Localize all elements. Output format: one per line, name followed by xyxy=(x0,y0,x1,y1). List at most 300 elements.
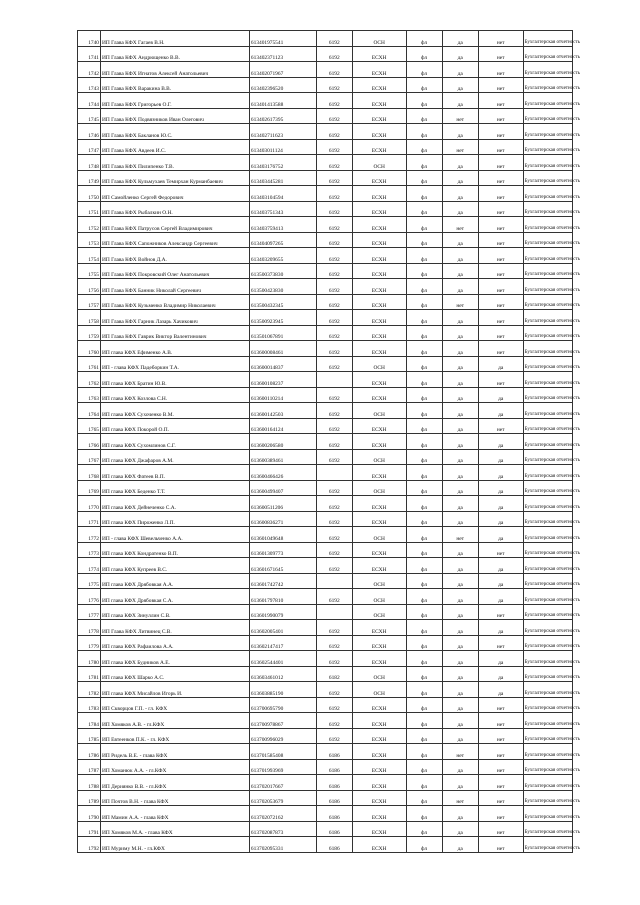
row-number-cell: 1740 xyxy=(78,31,101,47)
table-row xyxy=(78,155,573,171)
code-value-cell: 6192 xyxy=(316,170,352,186)
holder-name-cell: ИП Почтов В.Н. - глава КФХ xyxy=(100,790,249,806)
tax-regime-cell: ЕСХН xyxy=(352,124,406,140)
tax-regime-cell: ЕСХН xyxy=(352,279,406,295)
mark-value-cell: да xyxy=(442,480,478,496)
holder-name-cell: ИП глава КФХ Дрябовкая А.А. xyxy=(100,573,249,589)
holder-name-cell: ИП Глава КФХ Кузьменко Владимир Николаевич xyxy=(100,294,249,310)
table-row xyxy=(78,93,573,109)
flag-value-cell: нет xyxy=(478,790,523,806)
table-row xyxy=(78,589,573,605)
row-number-cell: 1790 xyxy=(78,806,101,822)
person-type-cell: фл xyxy=(406,821,442,837)
report-type-cell: Бухгалтерская отчетность xyxy=(523,682,572,698)
code-value-cell: 6192 xyxy=(316,511,352,527)
inn-value-cell: 613403104594 xyxy=(249,186,316,202)
person-type-cell: фл xyxy=(406,294,442,310)
holder-name-cell: ИП глава КФХ Шарко А.С. xyxy=(100,666,249,682)
code-value-cell: 6186 xyxy=(316,790,352,806)
row-number-cell: 1769 xyxy=(78,480,101,496)
code-value-cell: 6192 xyxy=(316,263,352,279)
flag-value-cell: нет xyxy=(478,635,523,651)
holder-name-cell: ИП - глава КФХ Шевельченко А.А. xyxy=(100,527,249,543)
inn-value-cell: 613601990079 xyxy=(249,604,316,620)
row-number-cell: 1785 xyxy=(78,728,101,744)
table-row xyxy=(78,434,573,450)
flag-value-cell: нет xyxy=(478,775,523,791)
row-number-cell: 1743 xyxy=(78,77,101,93)
inn-value-cell: 613603885190 xyxy=(249,682,316,698)
holder-name-cell: ИП Глава КФХ Игнатов Алексей Анатольевич xyxy=(100,62,249,78)
row-number-cell: 1758 xyxy=(78,310,101,326)
tax-regime-cell: ЕСХН xyxy=(352,728,406,744)
code-value-cell: 6192 xyxy=(316,480,352,496)
person-type-cell: фл xyxy=(406,728,442,744)
tax-regime-cell: ЕСХН xyxy=(352,759,406,775)
flag-value-cell: нет xyxy=(478,62,523,78)
flag-value-cell: нет xyxy=(478,31,523,47)
mark-value-cell: да xyxy=(442,775,478,791)
holder-name-cell: ИП глава КФХ Рафаилова А.А. xyxy=(100,635,249,651)
code-value-cell: 6192 xyxy=(316,697,352,713)
code-value-cell: 6192 xyxy=(316,46,352,62)
holder-name-cell: ИП глава КФХ Мисайлов Игорь И. xyxy=(100,682,249,698)
tax-regime-cell: ЕСХН xyxy=(352,620,406,636)
report-type-cell: Бухгалтерская отчетность xyxy=(523,372,572,388)
code-value-cell: 6192 xyxy=(316,620,352,636)
person-type-cell: фл xyxy=(406,155,442,171)
row-number-cell: 1756 xyxy=(78,279,101,295)
table-row xyxy=(78,651,573,667)
code-value-cell: 6192 xyxy=(316,356,352,372)
row-number-cell: 1770 xyxy=(78,496,101,512)
tax-regime-cell: ЕСХН xyxy=(352,744,406,760)
person-type-cell: фл xyxy=(406,46,442,62)
person-type-cell: фл xyxy=(406,418,442,434)
row-number-cell: 1789 xyxy=(78,790,101,806)
row-number-cell: 1782 xyxy=(78,682,101,698)
table-row xyxy=(78,697,573,713)
table-row xyxy=(78,635,573,651)
inn-value-cell: 613602005401 xyxy=(249,620,316,636)
table-row xyxy=(78,604,573,620)
row-number-cell: 1773 xyxy=(78,542,101,558)
table-row xyxy=(78,480,573,496)
row-number-cell: 1741 xyxy=(78,46,101,62)
tax-regime-cell: ЕСХН xyxy=(352,418,406,434)
report-type-cell: Бухгалтерская отчетность xyxy=(523,139,572,155)
flag-value-cell: да xyxy=(478,465,523,481)
holder-name-cell: ИП глава КФХ Дейнеченко С.А. xyxy=(100,496,249,512)
mark-value-cell: да xyxy=(442,434,478,450)
report-type-cell: Бухгалтерская отчетность xyxy=(523,418,572,434)
report-type-cell: Бухгалтерская отчетность xyxy=(523,573,572,589)
mark-value-cell: да xyxy=(442,713,478,729)
tax-regime-cell: ОСН xyxy=(352,356,406,372)
table-row xyxy=(78,124,573,140)
mark-value-cell: да xyxy=(442,341,478,357)
row-number-cell: 1761 xyxy=(78,356,101,372)
flag-value-cell: нет xyxy=(478,263,523,279)
code-value-cell: 6186 xyxy=(316,744,352,760)
report-type-cell: Бухгалтерская отчетность xyxy=(523,620,572,636)
table-row xyxy=(78,449,573,465)
report-type-cell: Бухгалтерская отчетность xyxy=(523,651,572,667)
mark-value-cell: да xyxy=(442,821,478,837)
holder-name-cell: ИП Глава КФХ Патрусов Сергей Владимирович xyxy=(100,217,249,233)
code-value-cell: 6192 xyxy=(316,139,352,155)
tax-regime-cell: ЕСХН xyxy=(352,263,406,279)
code-value-cell: 6192 xyxy=(316,387,352,403)
report-type-cell: Бухгалтерская отчетность xyxy=(523,434,572,450)
flag-value-cell: нет xyxy=(478,418,523,434)
row-number-cell: 1762 xyxy=(78,372,101,388)
flag-value-cell: да xyxy=(478,620,523,636)
report-type-cell: Бухгалтерская отчетность xyxy=(523,480,572,496)
inn-value-cell: 613402071967 xyxy=(249,62,316,78)
tax-regime-cell: ЕСХН xyxy=(352,775,406,791)
code-value-cell: 6186 xyxy=(316,775,352,791)
tax-regime-cell: ЕСХН xyxy=(352,325,406,341)
code-value-cell: 6192 xyxy=(316,403,352,419)
holder-name-cell: ИП Глава КФХ Авдеев И.С. xyxy=(100,139,249,155)
mark-value-cell: нет xyxy=(442,744,478,760)
table-row xyxy=(78,232,573,248)
holder-name-cell: ИП Самойленко Сергей Федорович xyxy=(100,186,249,202)
row-number-cell: 1792 xyxy=(78,837,101,853)
person-type-cell: фл xyxy=(406,589,442,605)
mark-value-cell: да xyxy=(442,418,478,434)
tax-regime-cell: ЕСХН xyxy=(352,170,406,186)
code-value-cell: 6192 xyxy=(316,651,352,667)
mark-value-cell: да xyxy=(442,558,478,574)
tax-regime-cell: ОСН xyxy=(352,480,406,496)
code-value-cell: 6192 xyxy=(316,434,352,450)
table-row xyxy=(78,790,573,806)
holder-name-cell: ИП Ридель В.Е. - глава КФХ xyxy=(100,744,249,760)
code-value-cell xyxy=(316,465,352,481)
mark-value-cell: да xyxy=(442,62,478,78)
row-number-cell: 1776 xyxy=(78,589,101,605)
report-type-cell: Бухгалтерская отчетность xyxy=(523,31,572,47)
holder-name-cell: ИП Хомяков М.А. - глава КФХ xyxy=(100,821,249,837)
person-type-cell: фл xyxy=(406,511,442,527)
inn-value-cell: 613600164124 xyxy=(249,418,316,434)
inn-value-cell: 613601671645 xyxy=(249,558,316,574)
row-number-cell: 1764 xyxy=(78,403,101,419)
tax-regime-cell: ЕСХН xyxy=(352,542,406,558)
inn-value-cell: 613500373830 xyxy=(249,263,316,279)
flag-value-cell: да xyxy=(478,356,523,372)
table-row xyxy=(78,496,573,512)
mark-value-cell: нет xyxy=(442,139,478,155)
flag-value-cell: нет xyxy=(478,108,523,124)
report-type-cell: Бухгалтерская отчетность xyxy=(523,697,572,713)
person-type-cell: фл xyxy=(406,759,442,775)
flag-value-cell: нет xyxy=(478,744,523,760)
row-number-cell: 1787 xyxy=(78,759,101,775)
person-type-cell: фл xyxy=(406,217,442,233)
report-type-cell: Бухгалтерская отчетность xyxy=(523,62,572,78)
table-row xyxy=(78,310,573,326)
person-type-cell: фл xyxy=(406,434,442,450)
code-value-cell: 6192 xyxy=(316,496,352,512)
report-type-cell: Бухгалтерская отчетность xyxy=(523,604,572,620)
row-number-cell: 1759 xyxy=(78,325,101,341)
code-value-cell xyxy=(316,372,352,388)
code-value-cell: 6192 xyxy=(316,62,352,78)
tax-regime-cell: ОСН xyxy=(352,527,406,543)
tax-regime-cell: ОСН xyxy=(352,403,406,419)
code-value-cell: 6192 xyxy=(316,201,352,217)
table-row xyxy=(78,620,573,636)
report-type-cell: Бухгалтерская отчетность xyxy=(523,635,572,651)
table-row xyxy=(78,744,573,760)
person-type-cell: фл xyxy=(406,806,442,822)
row-number-cell: 1778 xyxy=(78,620,101,636)
report-type-cell: Бухгалтерская отчетность xyxy=(523,294,572,310)
flag-value-cell: да xyxy=(478,511,523,527)
tax-regime-cell: ЕСХН xyxy=(352,77,406,93)
tax-regime-cell: ЕСХН xyxy=(352,697,406,713)
report-type-cell: Бухгалтерская отчетность xyxy=(523,186,572,202)
person-type-cell: фл xyxy=(406,666,442,682)
flag-value-cell: нет xyxy=(478,139,523,155)
table-row xyxy=(78,775,573,791)
person-type-cell: фл xyxy=(406,790,442,806)
holder-name-cell: ИП Дериянко В.В. - гл.КФХ xyxy=(100,775,249,791)
flag-value-cell: нет xyxy=(478,604,523,620)
flag-value-cell: нет xyxy=(478,77,523,93)
table-row xyxy=(78,356,573,372)
mark-value-cell: да xyxy=(442,77,478,93)
person-type-cell: фл xyxy=(406,186,442,202)
inn-value-cell: 613702072162 xyxy=(249,806,316,822)
flag-value-cell: нет xyxy=(478,186,523,202)
mark-value-cell: да xyxy=(442,666,478,682)
tax-regime-cell: ЕСХН xyxy=(352,139,406,155)
flag-value-cell: нет xyxy=(478,837,523,853)
inn-value-cell: 613700978867 xyxy=(249,713,316,729)
report-type-cell: Бухгалтерская отчетность xyxy=(523,449,572,465)
row-number-cell: 1767 xyxy=(78,449,101,465)
flag-value-cell: да xyxy=(478,387,523,403)
holder-name-cell: ИП глава КФХ Покорой О.П. xyxy=(100,418,249,434)
flag-value-cell: нет xyxy=(478,248,523,264)
row-number-cell: 1777 xyxy=(78,604,101,620)
inn-value-cell: 613702087873 xyxy=(249,821,316,837)
holder-name-cell: ИП Глава КФХ Андрющенко В.В. xyxy=(100,46,249,62)
tax-regime-cell: ОСН xyxy=(352,682,406,698)
report-type-cell: Бухгалтерская отчетность xyxy=(523,170,572,186)
table-row xyxy=(78,170,573,186)
holder-name-cell: ИП Скворцов Г.П. - гл. КФХ xyxy=(100,697,249,713)
code-value-cell: 6192 xyxy=(316,124,352,140)
person-type-cell: фл xyxy=(406,697,442,713)
report-type-cell: Бухгалтерская отчетность xyxy=(523,263,572,279)
row-number-cell: 1774 xyxy=(78,558,101,574)
code-value-cell: 6192 xyxy=(316,682,352,698)
person-type-cell: фл xyxy=(406,527,442,543)
tax-regime-cell: ЕСХН xyxy=(352,651,406,667)
row-number-cell: 1783 xyxy=(78,697,101,713)
mark-value-cell: да xyxy=(442,651,478,667)
tax-regime-cell: ЕСХН xyxy=(352,511,406,527)
person-type-cell: фл xyxy=(406,124,442,140)
mark-value-cell: да xyxy=(442,806,478,822)
mark-value-cell: да xyxy=(442,589,478,605)
flag-value-cell: нет xyxy=(478,542,523,558)
person-type-cell: фл xyxy=(406,542,442,558)
mark-value-cell: да xyxy=(442,155,478,171)
inn-value-cell: 613601049648 xyxy=(249,527,316,543)
report-type-cell: Бухгалтерская отчетность xyxy=(523,666,572,682)
tax-regime-cell: ЕСХН xyxy=(352,62,406,78)
report-type-cell: Бухгалтерская отчетность xyxy=(523,155,572,171)
table-row xyxy=(78,77,573,93)
mark-value-cell: да xyxy=(442,728,478,744)
flag-value-cell: нет xyxy=(478,341,523,357)
code-value-cell: 6192 xyxy=(316,294,352,310)
flag-value-cell: да xyxy=(478,651,523,667)
inn-value-cell: 613501067891 xyxy=(249,325,316,341)
tax-regime-cell: ЕСХН xyxy=(352,496,406,512)
report-type-cell: Бухгалтерская отчетность xyxy=(523,356,572,372)
mark-value-cell: да xyxy=(442,248,478,264)
inn-value-cell: 613403751343 xyxy=(249,201,316,217)
row-number-cell: 1791 xyxy=(78,821,101,837)
mark-value-cell: да xyxy=(442,356,478,372)
tax-regime-cell: ЕСХН xyxy=(352,806,406,822)
inn-value-cell: 613602147417 xyxy=(249,635,316,651)
row-number-cell: 1772 xyxy=(78,527,101,543)
holder-name-cell: ИП Глава КФХ Литвинец С.В. xyxy=(100,620,249,636)
table-row xyxy=(78,294,573,310)
code-value-cell: 6186 xyxy=(316,806,352,822)
table-row xyxy=(78,728,573,744)
mark-value-cell: нет xyxy=(442,790,478,806)
code-value-cell: 6192 xyxy=(316,542,352,558)
mark-value-cell: да xyxy=(442,620,478,636)
person-type-cell: фл xyxy=(406,635,442,651)
row-number-cell: 1751 xyxy=(78,201,101,217)
mark-value-cell: да xyxy=(442,697,478,713)
row-number-cell: 1766 xyxy=(78,434,101,450)
table-row xyxy=(78,821,573,837)
table-row xyxy=(78,418,573,434)
code-value-cell: 6192 xyxy=(316,217,352,233)
report-type-cell: Бухгалтерская отчетность xyxy=(523,511,572,527)
person-type-cell: фл xyxy=(406,263,442,279)
mark-value-cell: да xyxy=(442,573,478,589)
person-type-cell: фл xyxy=(406,108,442,124)
table-row xyxy=(78,248,573,264)
report-type-cell: Бухгалтерская отчетность xyxy=(523,279,572,295)
person-type-cell: фл xyxy=(406,341,442,357)
flag-value-cell: нет xyxy=(478,325,523,341)
person-type-cell: фл xyxy=(406,558,442,574)
mark-value-cell: да xyxy=(442,759,478,775)
holder-name-cell: ИП Глава КФХ Варакина В.В. xyxy=(100,77,249,93)
row-number-cell: 1781 xyxy=(78,666,101,682)
mark-value-cell: да xyxy=(442,465,478,481)
code-value-cell: 6192 xyxy=(316,108,352,124)
flag-value-cell: нет xyxy=(478,124,523,140)
tax-regime-cell: ЕСХН xyxy=(352,837,406,853)
inn-value-cell: 613500423830 xyxy=(249,279,316,295)
table-row xyxy=(78,31,573,47)
code-value-cell: 6192 xyxy=(316,155,352,171)
code-value-cell: 6192 xyxy=(316,31,352,47)
flag-value-cell: нет xyxy=(478,759,523,775)
row-number-cell: 1765 xyxy=(78,418,101,434)
inn-value-cell: 613500432345 xyxy=(249,294,316,310)
report-type-cell: Бухгалтерская отчетность xyxy=(523,77,572,93)
person-type-cell: фл xyxy=(406,480,442,496)
table-row xyxy=(78,682,573,698)
inn-value-cell: 613402617395 xyxy=(249,108,316,124)
row-number-cell: 1771 xyxy=(78,511,101,527)
code-value-cell: 6192 xyxy=(316,186,352,202)
flag-value-cell: да xyxy=(478,573,523,589)
table-row xyxy=(78,263,573,279)
holder-name-cell: ИП глава КФХ Кондратенко В.П. xyxy=(100,542,249,558)
row-number-cell: 1779 xyxy=(78,635,101,651)
holder-name-cell: ИП глава КФХ Беденко Т.Т. xyxy=(100,480,249,496)
code-value-cell xyxy=(316,573,352,589)
holder-name-cell: ИП глава КФХ Братин Ю.В. xyxy=(100,372,249,388)
row-number-cell: 1784 xyxy=(78,713,101,729)
tax-regime-cell: ОСН xyxy=(352,604,406,620)
tax-regime-cell: ЕСХН xyxy=(352,713,406,729)
row-number-cell: 1742 xyxy=(78,62,101,78)
inn-value-cell: 613402711623 xyxy=(249,124,316,140)
flag-value-cell: да xyxy=(478,449,523,465)
mark-value-cell: да xyxy=(442,170,478,186)
holder-name-cell: ИП Глава КФХ Пилипенко Т.В. xyxy=(100,155,249,171)
table-row xyxy=(78,713,573,729)
mark-value-cell: да xyxy=(442,496,478,512)
tax-regime-cell: ЕСХН xyxy=(352,201,406,217)
inn-value-cell: 613403176752 xyxy=(249,155,316,171)
table-row xyxy=(78,573,573,589)
code-value-cell: 6192 xyxy=(316,558,352,574)
person-type-cell: фл xyxy=(406,387,442,403)
person-type-cell: фл xyxy=(406,62,442,78)
mark-value-cell: да xyxy=(442,403,478,419)
row-number-cell: 1780 xyxy=(78,651,101,667)
holder-name-cell: ИП глава КФХ Зинуллин С.В. xyxy=(100,604,249,620)
tax-regime-cell: ЕСХН xyxy=(352,790,406,806)
report-type-cell: Бухгалтерская отчетность xyxy=(523,46,572,62)
inn-value-cell: 613600511206 xyxy=(249,496,316,512)
inn-value-cell: 613601797810 xyxy=(249,589,316,605)
inn-value-cell: 613600836271 xyxy=(249,511,316,527)
report-type-cell: Бухгалтерская отчетность xyxy=(523,341,572,357)
report-type-cell: Бухгалтерская отчетность xyxy=(523,837,572,853)
inn-value-cell: 613600108237 xyxy=(249,372,316,388)
holder-name-cell: ИП Мамин А.А. - глава КФХ xyxy=(100,806,249,822)
report-type-cell: Бухгалтерская отчетность xyxy=(523,201,572,217)
holder-name-cell: ИП глава КФХ Фатеев В.П. xyxy=(100,465,249,481)
flag-value-cell: нет xyxy=(478,279,523,295)
holder-name-cell: ИП Муриму М.Н. - гл.КФХ xyxy=(100,837,249,853)
code-value-cell: 6186 xyxy=(316,821,352,837)
mark-value-cell: да xyxy=(442,93,478,109)
holder-name-cell: ИП глава КФХ Сухоченко В.М. xyxy=(100,403,249,419)
report-type-cell: Бухгалтерская отчетность xyxy=(523,325,572,341)
person-type-cell: фл xyxy=(406,31,442,47)
